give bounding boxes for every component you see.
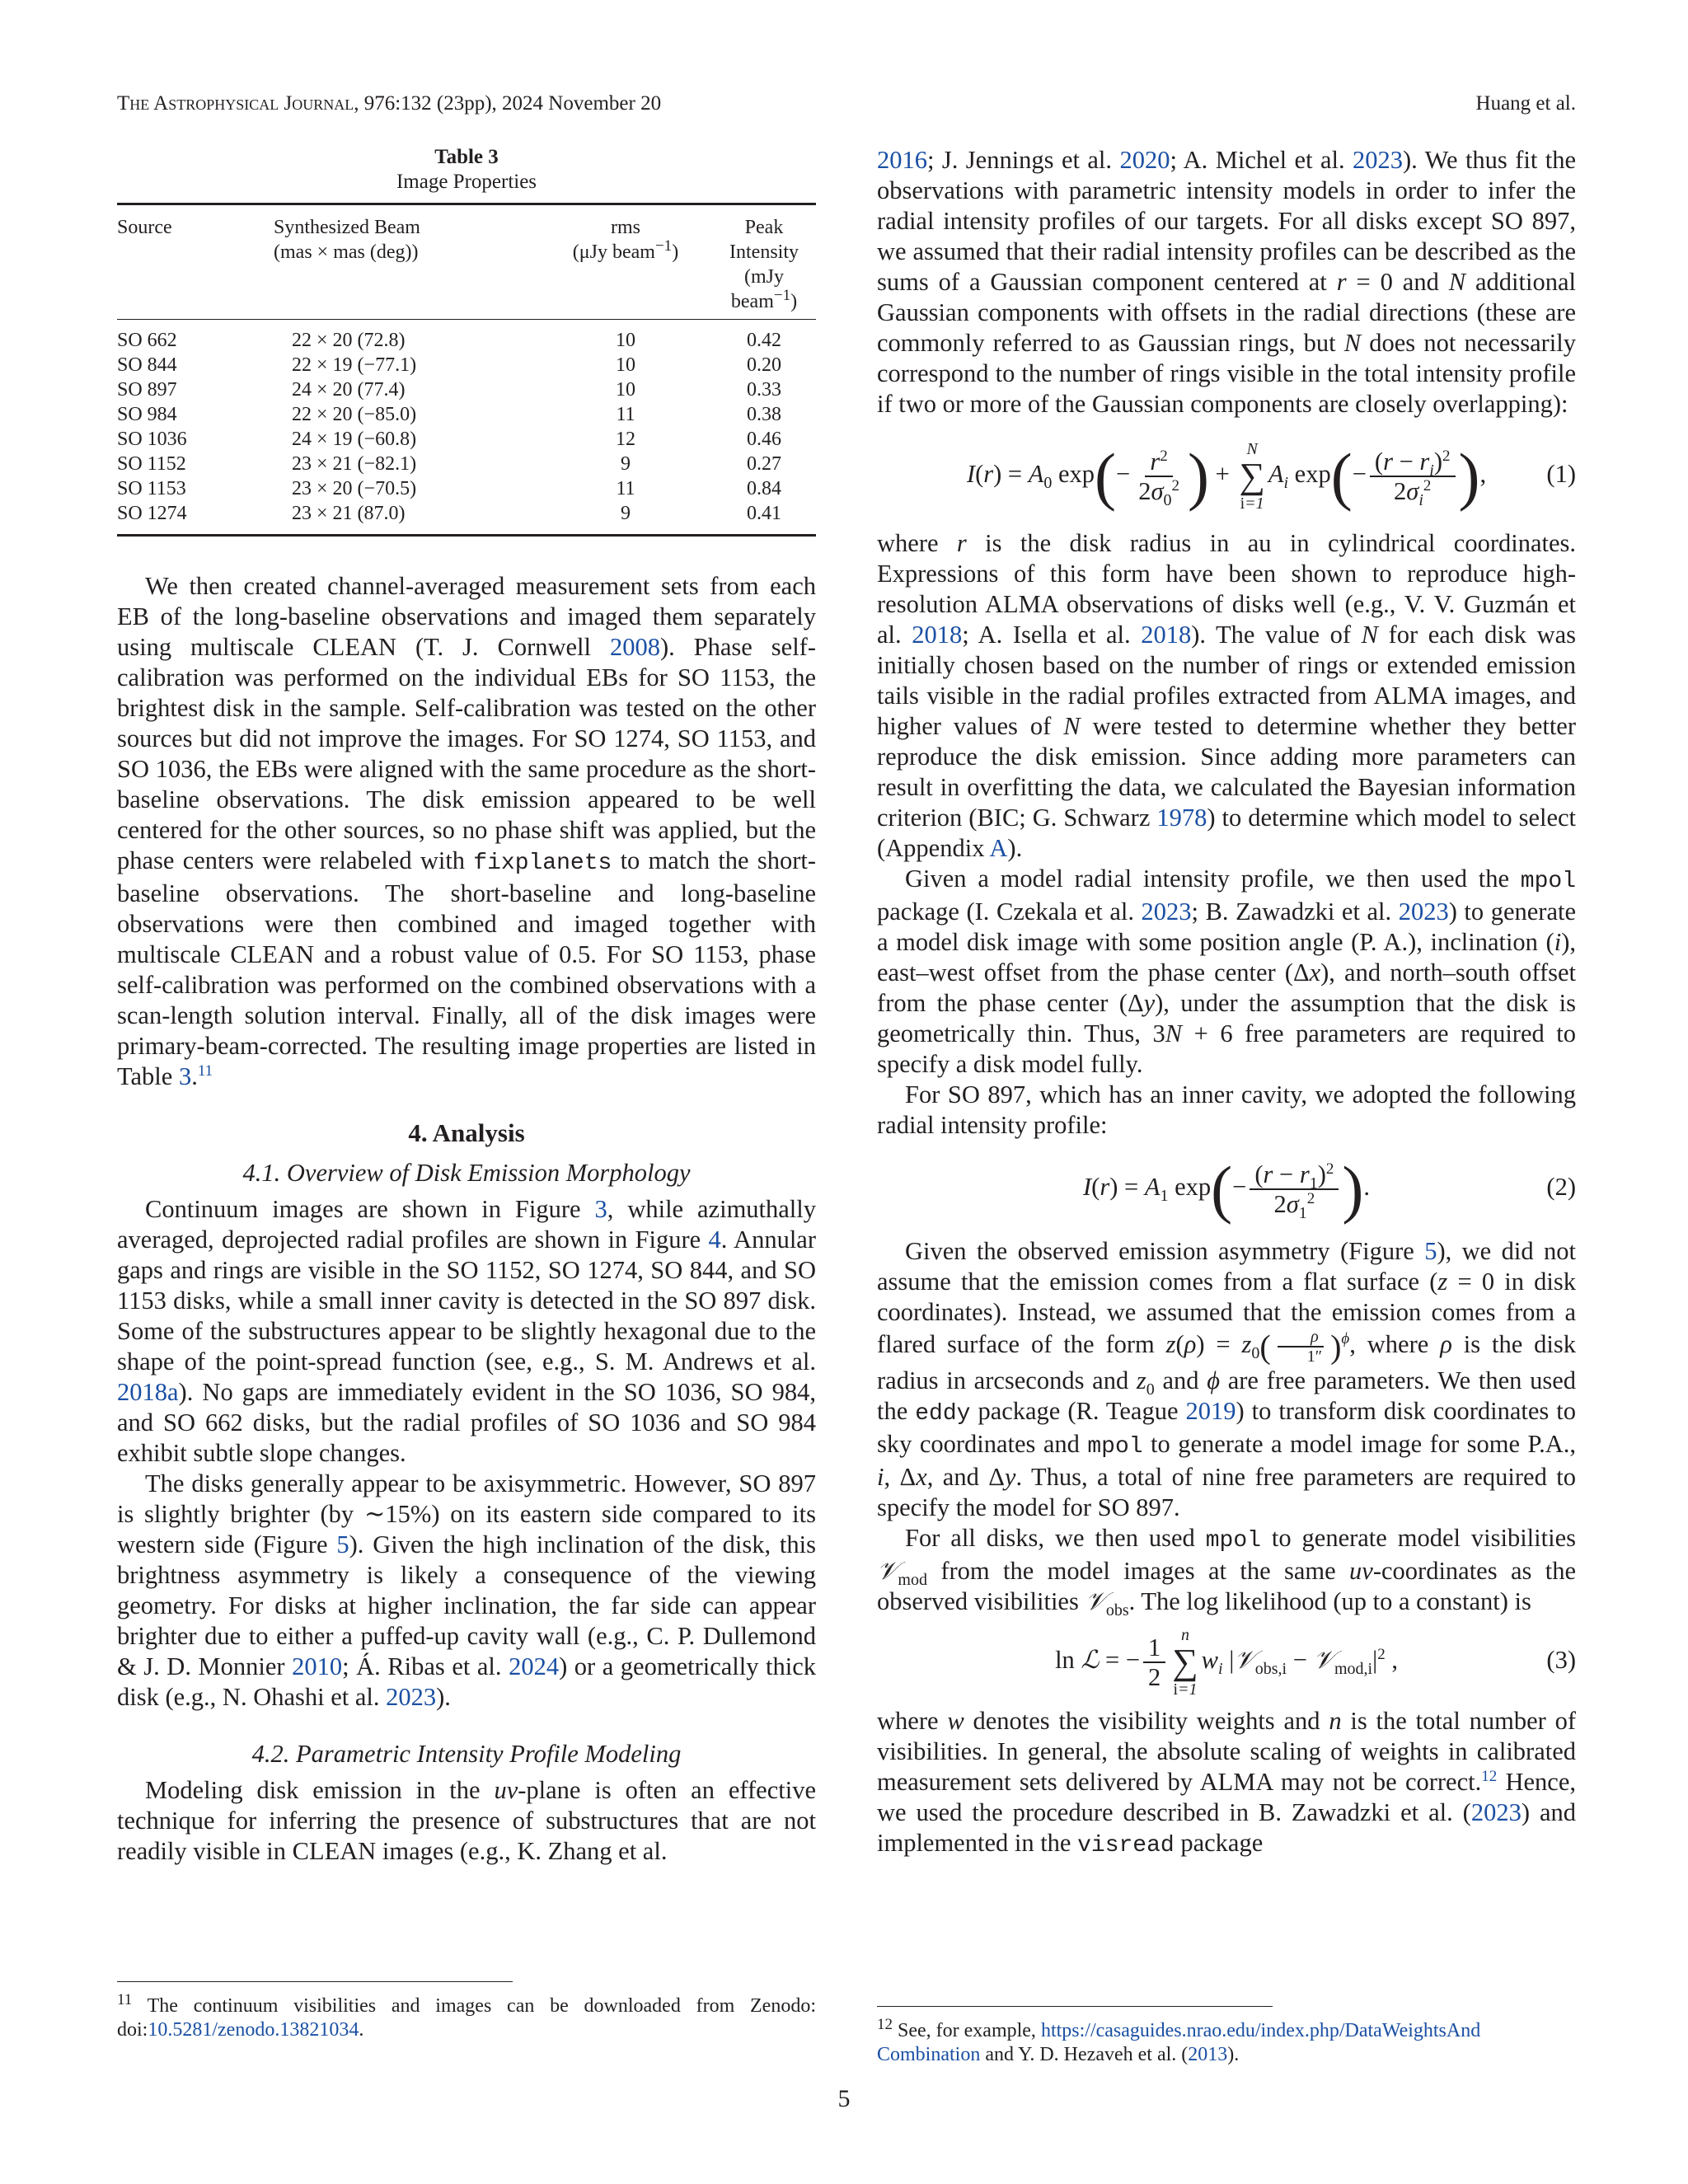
ref-link[interactable]: 2010 [292, 1652, 343, 1680]
ref-link[interactable]: 2018a [117, 1378, 179, 1406]
ref-link[interactable]: 2020 [1119, 146, 1170, 174]
header-authors: Huang et al. [1475, 92, 1576, 115]
paragraph-weights: where w denotes the visibility weights and n is the total number of visibilities. In general, the absolute scaling of weights in calibrated measurement sets delivered by ALMA may not be correct.$^{12}$ Hence, we used the procedure described in B. Zawadzki et al. (2023) and implemented in the visread package [877, 1707, 1577, 1858]
cell-beam: 22 × 20 (72.8) [292, 330, 406, 351]
paragraph-gaussian-rings: where r is the disk radius in au in cylindrical coordinates. Expressions of this form have been shown to reproduce high-resolution ALMA observations of disks well (e.g., V. V. Guzmán et al. 2018; A. Isella et al. 2018). The value of N for each disk was initially chosen based on the number of rings or extended emission tails visible in the radial profiles extracted from ALMA images, and higher values of N were tested to determine whether they better reproduce the disk emission. Since adding more parameters can result in overfitting the data, we calculated the Bayesian information criterion (BIC; G. Schwarz 1978) to determine which model to select (Appendix A). [877, 529, 1577, 862]
table-row [117, 402, 816, 427]
paragraph-intensity-models: 2016; J. Jennings et al. 2020; A. Michel et al. 2023). We thus fit the observations with parametric intensity models in order to infer the radial intensity profiles of our targets. For all disks except SO 897, we assumed that their radial intensity profiles can be described as the sums of a Gaussian component centered at r = 0 and N additional Gaussian components with offsets in the radial directions (these are commonly referred to as Gaussian rings, but N does not necessarily correspond to the number of rings visible in the total intensity profile if two or more of the Gaussian components are closely overlapping): [877, 146, 1577, 418]
ref-link[interactable]: 2016 [877, 146, 927, 174]
image-properties-table [117, 203, 816, 537]
cell-source: SO 1152 [117, 453, 186, 475]
section-4-heading: 4. Analysis [408, 1118, 525, 1147]
flared-surface-formula: $z(\rho) = z_0$( $\frac{\rho}{1''}$ )$^\phi$ [1165, 1328, 1350, 1366]
figure-ref-link[interactable]: 5 [336, 1530, 349, 1558]
header-beam: Synthesized Beam (mas × mas (deg)) [257, 204, 539, 320]
ref-link[interactable]: 2013 [1188, 2044, 1228, 2065]
section-4-2-heading: 4.2. Parametric Intensity Profile Modeling [251, 1740, 682, 1768]
paragraph-modeling: Modeling disk emission in the uv-plane is often an effective technique for inferring the presence of substructures that are not readily visible in CLEAN images (e.g., K. Zhang et al. [117, 1776, 816, 1865]
table-ref-link[interactable]: 3 [178, 1062, 192, 1090]
paragraph-morphology: Continuum images are shown in Figure 3, while azimuthally averaged, deprojected radial profiles are shown in Figure 4. Annular gaps and rings are visible in the SO 1152, SO 1274, SO 844, and SO 1153 disks, while a small inner cavity is detected in the SO 897 disk. Some of the substructures appear to be slightly hexagonal due to the shape of the point-spread function (see, e.g., S. M. Andrews et al. 2018a). No gaps are immediately evident in the SO 1036, SO 984, and SO 662 disks, but the radial profiles of SO 1036 and SO 984 exhibit subtle slope changes. [117, 1195, 817, 1467]
casaguides-link[interactable]: https://casaguides.nrao.edu/index.php/DataWeightsAnd [1040, 2020, 1481, 2041]
paragraph-flared-surface: Given the observed emission asymmetry (Figure 5), we did not assume that the emission comes from a flat surface (z = 0 in disk coordinates). Instead, we assumed that the emission comes from a flared surface of the form $z(\rho) = z_0$( $\frac{\rho}{1''}$ )$^\phi$, where ρ is the disk radius in arcseconds and $z_0$ and ϕ are free parameters. We then used the eddy package (R. Teague 2019) to transform disk coordinates to sky coordinates and mpol to generate a model image for some P.A., i, Δx, and Δy. Thus, a total of nine free parameters are required to specify the model for SO 897. [877, 1237, 1577, 1521]
cell-source: SO 844 [117, 354, 177, 376]
cell-peak: 0.33 [747, 379, 781, 401]
cell-beam: 24 × 20 (77.4) [292, 379, 406, 401]
ref-link[interactable]: 2024 [509, 1652, 560, 1680]
footnote-12-link[interactable]: 12 [1481, 1767, 1498, 1785]
equation-1: $I(r) = A_0$ exp(− $\frac{r^2}{2\sigma_0^2}$ ) + N ∑ i=1 $A_i$ exp(− $\frac{(r - r_i)^2}{2\sigma_i^2}$ ), (1) [877, 424, 1576, 523]
table-label: Table 3 [434, 146, 499, 168]
ref-link[interactable]: 1978 [1156, 804, 1207, 832]
page-number: 5 [837, 2085, 851, 2112]
equation-3: ln ℒ = − $\frac{1}{2}$ n ∑ i=1 $w_i$ |𝒱$_{obs,i}$ − $𝒱_{mod,i}|^2$ , (3) [877, 1617, 1576, 1703]
table-row [117, 501, 816, 536]
cell-peak: 0.84 [747, 478, 781, 499]
cell-beam: 23 × 21 (−82.1) [292, 453, 417, 475]
cell-peak: 0.27 [747, 453, 781, 475]
cell-rms: 9 [621, 453, 631, 475]
z0-symbol: $z_0$ [1136, 1366, 1155, 1399]
running-header [117, 92, 1576, 115]
right-column [877, 145, 1576, 1861]
figure-ref-link[interactable]: 5 [1424, 1237, 1437, 1265]
cell-rms: 9 [539, 501, 712, 536]
left-column [117, 145, 816, 1867]
ref-link[interactable]: 2023 [386, 1683, 437, 1711]
code-fixplanets: fixplanets [473, 851, 612, 876]
cell-beam: 22 × 19 (−77.1) [292, 354, 417, 376]
ref-link[interactable]: 2023 [1353, 146, 1404, 174]
cell-source: SO 1153 [117, 478, 186, 499]
cell-peak: 0.38 [747, 404, 781, 425]
paragraph-mpol: Given a model radial intensity profile, we then used the mpol package (I. Czekala et al. 2023; B. Zawadzki et al. 2023) to generate a model disk image with some position angle (P. A.), inclination (i), east–west offset from the phase center (Δx), and north–south offset from the phase center (Δy), under the assumption that the disk is geometrically thin. Thus, 3N + 6 free parameters are required to specify a disk model fully. [877, 865, 1577, 1078]
paragraph-visibilities: For all disks, we then used mpol to generate model visibilities 𝒱$_{mod}$ from the model images at the same uv-coordinates as the observed visibilities 𝒱$_{obs}$. The log likelihood (up to a constant) is [877, 1524, 1576, 1620]
ref-link[interactable]: 2018 [1141, 621, 1192, 649]
section-4-1-heading: 4.1. Overview of Disk Emission Morphology [242, 1159, 691, 1187]
appendix-link[interactable]: A [989, 834, 1008, 862]
cell-peak: 0.20 [747, 354, 781, 376]
ref-link[interactable]: 2018 [912, 621, 963, 649]
vobs-symbol: 𝒱$_{obs}$ [1085, 1587, 1129, 1620]
equation-number: (2) [1546, 1173, 1576, 1201]
cell-beam: 23 × 21 (87.0) [257, 501, 539, 536]
footnote-11: $^{11}$ The continuum visibilities and images can be downloaded from Zenodo: doi:10.5281/zenodo.13821034. [117, 1991, 816, 2041]
cell-beam: 23 × 20 (−70.5) [292, 478, 417, 499]
cell-peak: 0.42 [747, 330, 781, 351]
footnote-12: $^{12}$ See, for example, https://casaguides.nrao.edu/index.php/DataWeightsAnd Combination and Y. D. Hezaveh et al. (2013). [877, 2016, 1481, 2065]
ref-link[interactable]: 2023 [1470, 1798, 1522, 1826]
header-peak: Peak Intensity (mJy beam$^{-1}$) [712, 204, 816, 320]
cell-rms: 10 [616, 379, 635, 401]
footnote-11-link[interactable]: 11 [197, 1062, 213, 1080]
cell-source: SO 662 [117, 330, 177, 351]
footnote-rule-right [877, 2006, 1273, 2007]
equation-number: (1) [1546, 460, 1576, 488]
cell-beam: 22 × 20 (−85.0) [292, 404, 417, 425]
table-caption [117, 145, 816, 194]
cell-peak: 0.46 [747, 429, 781, 450]
figure-ref-link[interactable]: 4 [708, 1226, 721, 1254]
cell-source: SO 1036 [117, 429, 187, 450]
ref-link[interactable]: 2019 [1185, 1397, 1236, 1425]
cell-rms: 11 [616, 478, 635, 499]
vmod-symbol: 𝒱$_{mod}$ [877, 1557, 927, 1590]
code-eddy: eddy [915, 1401, 971, 1427]
table-body [117, 320, 816, 536]
cell-source: SO 984 [117, 404, 177, 425]
table-row [117, 427, 816, 452]
cell-beam: 24 × 19 (−60.8) [292, 429, 417, 450]
footnote-rule-left [117, 1981, 513, 1982]
table-title: Image Properties [396, 171, 537, 193]
equation-2: $I(r) = A_1$ exp(− $\frac{(r - r_1)^2}{2\sigma_1^2}$ ). (2) [877, 1141, 1576, 1233]
paragraph-asymmetry: The disks generally appear to be axisymmetric. However, SO 897 is slightly brighter (by ∼15%) on its eastern side compared to its western side (Figure 5). Given the high inclination of the disk, this brightness asymmetry is likely a consequence of the viewing geometry. For disks at higher inclination, the far side can appear brighter due to either a puffed-up cavity wall (e.g., C. P. Dullemond & J. D. Monnier 2010; Á. Ribas et al. 2024) or a geometrically thick disk (e.g., N. Ohashi et al. 2023). [117, 1469, 816, 1711]
paragraph-reduction: We then created channel-averaged measurement sets from each EB of the long-baseline observations and imaged them separately using multiscale CLEAN (T. J. Cornwell 2008). Phase self-calibration was performed on the individual EBs for SO 1153, the brightest disk in the sample. Self-calibration was tested on the other sources but did not improve the images. For SO 1274, SO 1153, and SO 1036, the EBs were aligned with the same procedure as the short-baseline observations. The disk emission appeared to be well centered for the other sources, so no phase shift was applied, but the phase centers were relabeled with fixplanets to match the short-baseline observations. The short-baseline and long-baseline observations were then combined and imaged together with multiscale CLEAN and a robust value of 0.5. For SO 1153, phase self-calibration was performed on the combined observations with a scan-length solution interval. Finally, all of the disk images were primary-beam-corrected. The resulting image properties are listed in Table 3.11 [117, 572, 816, 1090]
doi-link[interactable]: 10.5281/zenodo.13821034 [148, 2019, 359, 2041]
table-header-row [117, 204, 816, 320]
table-row [117, 476, 816, 501]
cell-source: SO 897 [117, 379, 177, 401]
header-rms: rms (μJy beam$^{-1}$) [539, 204, 712, 320]
cell-source: SO 1274 [117, 501, 257, 536]
cell-rms: 10 [616, 354, 635, 376]
casaguides-link-cont[interactable]: Combination [877, 2044, 981, 2065]
code-mpol: mpol [1205, 1528, 1261, 1554]
journal-citation: The Astrophysical Journal, 976:132 (23pp), 2024 November 20 [117, 92, 662, 115]
table-row [117, 353, 816, 377]
ref-link[interactable]: 2023 [1141, 898, 1192, 926]
code-visread: visread [1077, 1833, 1175, 1858]
cell-rms: 12 [616, 429, 635, 450]
table-row [117, 377, 816, 402]
code-mpol: mpol [1087, 1434, 1143, 1460]
paragraph-so897: For SO 897, which has an inner cavity, we adopted the following radial intensity profile: [877, 1080, 1576, 1139]
cell-rms: 11 [616, 404, 635, 425]
header-source: Source [117, 204, 257, 320]
ref-link[interactable]: 2023 [1398, 898, 1449, 926]
equation-number: (3) [1546, 1646, 1576, 1674]
code-mpol: mpol [1520, 869, 1576, 894]
cell-rms: 10 [616, 330, 635, 351]
ref-link[interactable]: 2008 [609, 633, 660, 661]
cell-peak: 0.41 [712, 501, 816, 536]
table-row [117, 452, 816, 476]
table-row [117, 320, 816, 354]
figure-ref-link[interactable]: 3 [594, 1195, 607, 1223]
